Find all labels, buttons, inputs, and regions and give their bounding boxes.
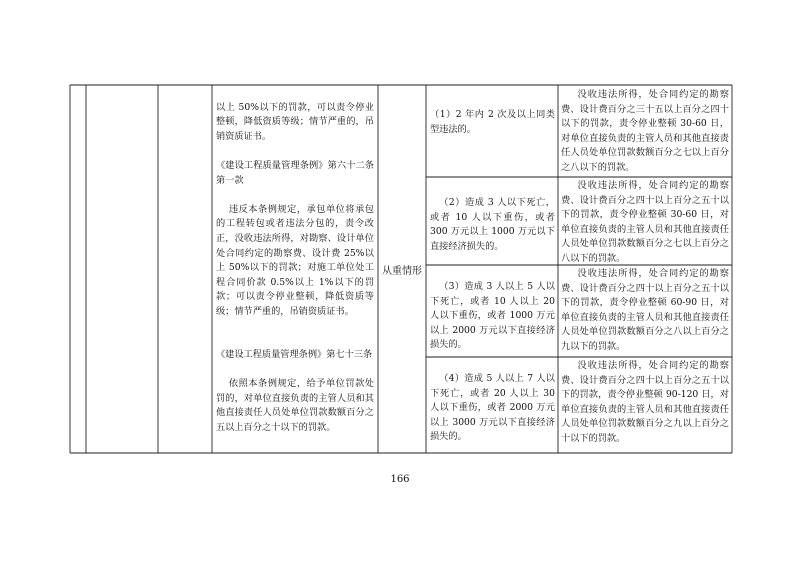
condition-cell: （4）造成 5 人以上 7 人以下死亡，或者 20 人以上 30 人以下重伤，或者 2000 万元以上 3000 万元以下直接经济损失的。	[430, 373, 555, 443]
condition-cell: （1）2 年内 2 次及以上同类型违法的。	[430, 109, 555, 135]
law-text-block: 违反本条例规定，承包单位将承包的工程转包或者违法分包的，责令改正，没收违法所得，对勘察、设计单位处合同约定的勘察费、设计费 25%以上 50%以下的罚款；对施工单位处工程合同价款 0.5%以上 1%以下的罚款；可以责令停业整顿，降低资质等级；情节严重的，吊销资质证书。	[216, 203, 374, 317]
condition-cell: （2）造成 3 人以下死亡，或者 10 人以下重伤，或者 300 万元以上 1000 万元以下直接经济损失的。	[430, 197, 555, 252]
condition-cell: （3）造成 3 人以上 5 人以下死亡，或者 10 人以上 20 人以下重伤，或者 1000 万元以上 2000 万元以下直接经济损失的。	[430, 281, 555, 351]
penalty-cell: 没收违法所得，处合同约定的勘察费、设计费百分之四十以上百分之五十以下的罚款，责令停业整顿 30-60 日，对单位直接负责的主管人员和其他直接责任人员处单位罚款数额百分之七以上百分之八以下的罚款。	[561, 180, 729, 264]
law-text-block: 依照本条例规定，给予单位罚款处罚的，对单位直接负责的主管人员和其他直接责任人员处单位罚款数额百分之五以上百分之十以下的罚款。	[216, 378, 374, 434]
law-text-block: 以上 50%以下的罚款，可以责令停业整顿，降低资质等级；情节严重的，吊销资质证书。	[216, 101, 374, 142]
law-citation: 《建设工程质量管理条例》第七十三条	[216, 349, 373, 361]
penalty-cell: 没收违法所得，处合同约定的勘察费、设计费百分之三十五以上百分之四十以下的罚款，责令停业整顿 30-60 日，对单位直接负责的主管人员和其他直接责任人员处单位罚款数额百分之七以上百分之八以下的罚款。	[561, 89, 729, 173]
page-number: 166	[390, 474, 410, 485]
penalty-cell: 没收违法所得，处合同约定的勘察费、设计费百分之四十以上百分之五十以下的罚款，责令停业整顿 60-90 日，对单位直接负责的主管人员和其他直接责任人员处单位罚款数额百分之八以上百分之九以下的罚款。	[561, 268, 729, 352]
law-text-cell	[216, 86, 374, 434]
penalty-cell: 没收违法所得，处合同约定的勘察费、设计费百分之四十以上百分之五十以下的罚款，责令停业整顿 90-120 日，对单位直接负责的主管人员和其他直接责任人员处单位罚款数额百分之九以上百分之十以下的罚款。	[561, 360, 729, 444]
circumstance-label: 从重情形	[382, 266, 422, 277]
law-citation: 《建设工程质量管理条例》第六十二条第一款	[216, 159, 374, 186]
